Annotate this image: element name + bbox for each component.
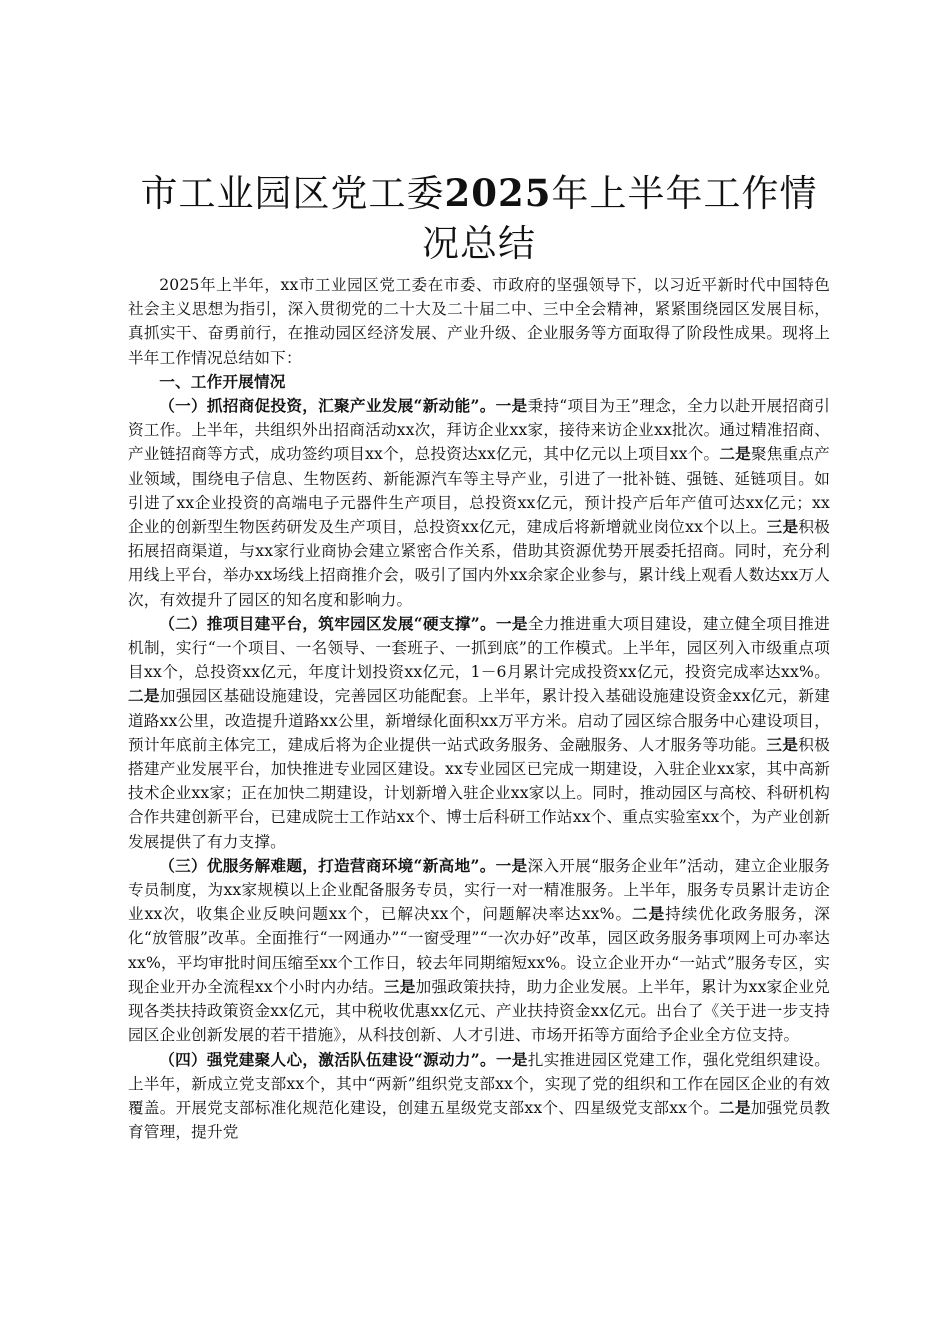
body-text: 扎实推进园区党建工作，强化党组织建设。上半年，新成立党支部xx个，其中“两新”组织党支部xx个，实现了党的组织和工作在园区企业的有效覆盖。开展党支部标准化规范化建设，创建五星级党支部xx个、四星级党支部xx个。	[128, 1050, 830, 1117]
section-heading: 一、工作开展情况	[159, 371, 286, 391]
lead-marker: 二是	[719, 1097, 751, 1117]
lead-marker: 三是	[383, 976, 416, 996]
lead-marker: 三是	[766, 734, 799, 754]
paragraph-projects	[128, 612, 830, 854]
subsection-heading: （三）优服务解难题，打造营商环境“新高地”。	[159, 855, 496, 875]
body-text: 秉持“项目为王”理念，全力以赴开展招商引资工作。上半年，共组织外出招商活动xx次，拜访企业xx家，接待来访企业xx批次。通过精准招商、产业链招商等方式，成功签约项目xx个，总投资达xx亿元，其中亿元以上项目xx个。	[128, 397, 830, 464]
lead-marker: 一是	[495, 396, 528, 416]
title-year: 2025	[444, 171, 552, 215]
document-title	[128, 168, 830, 269]
lead-marker: 一是	[495, 855, 528, 875]
lead-marker: 二是	[632, 904, 666, 924]
subsection-heading: （一）抓招商促投资，汇聚产业发展“新动能”。	[159, 396, 496, 416]
lead-marker: 二是	[719, 444, 751, 464]
lead-marker: 三是	[766, 517, 799, 537]
body-text: 加强党员教育管理，提升党	[128, 1098, 830, 1142]
subsection-heading: （二）推项目建平台，筑牢园区发展“硬支撑”。	[159, 613, 496, 633]
title-prefix: 市工业园区党工委	[140, 172, 445, 215]
lead-marker: 二是	[128, 686, 160, 706]
body-text: 积极拓展招商渠道，与xx家行业商协会建立紧密合作关系，借助其资源优势开展委托招商。同时，充分利用线上平台，举办xx场线上招商推介会，吸引了国内外xx余家企业参与，累计线上观看人数达xx万人次，有效提升了园区的知名度和影响力。	[128, 518, 831, 609]
body-text: 加强政策扶持，助力企业发展。上半年，累计为xx家企业兑现各类扶持政策资金xx亿元，其中税收优惠xx亿元、产业扶持资金xx亿元。出台了《关于进一步支持园区企业创新发展的若干措施》，从科技创新、人才引进、市场开拓等方面给予企业全方位支持。	[128, 977, 830, 1045]
subsection-heading: （四）强党建聚人心，激活队伍建设“源动力”。	[159, 1049, 496, 1069]
document-page	[128, 168, 830, 1144]
body-text: 全力推进重大项目建设，建立健全项目推进机制，实行“一个项目、一名领导、一套班子、一抓到底”的工作模式。上半年，园区列入市级重点项目xx个，总投资xx亿元，年度计划投资xx亿元，1－6月累计完成投资xx亿元，投资完成率达xx%。	[128, 614, 830, 682]
paragraph-investment	[128, 394, 830, 612]
lead-marker: 一是	[495, 613, 528, 633]
body-text: 聚焦重点产业领域，围绕电子信息、生物医药、新能源汽车等主导产业，引进了一批补链、强链、延链项目。如引进了xx企业投资的高端电子元器件生产项目，总投资xx亿元，预计投产后年产值可达xx亿元；xx企业的创新型生物医药研发及生产项目，总投资xx亿元，建成后将新增就业岗位xx个以上。	[128, 445, 830, 537]
title-suffix: 年上半年工作情况总结	[422, 172, 818, 265]
body-text: 积极搭建产业发展平台，加快推进专业园区建设。xx专业园区已完成一期建设，入驻企业xx家，其中高新技术企业xx家；正在加快二期建设，计划新增入驻企业xx家以上。同时，推动园区与高校、科研机构合作共建创新平台，已建成院士工作站xx个、博士后科研工作站xx个、重点实验室xx个，为产业创新发展提供了有力支撑。	[128, 735, 830, 851]
paragraph-services	[128, 854, 830, 1048]
paragraph-party-building	[128, 1048, 830, 1145]
body-text: 深入开展“服务企业年”活动，建立企业服务专员制度，为xx家规模以上企业配备服务专员，实行一对一精准服务。上半年，服务专员累计走访企业xx次，收集企业反映问题xx个，已解决xx个，问题解决率达xx%。	[128, 856, 830, 924]
intro-paragraph: 2025年上半年，xx市工业园区党工委在市委、市政府的坚强领导下，以习近平新时代中国特色社会主义思想为指引，深入贯彻党的二十大及二十届二中、三中全会精神，紧紧围绕园区发展目标，真抓实干、奋勇前行，在推动园区经济发展、产业升级、企业服务等方面取得了阶段性成果。现将上半年工作情况总结如下：	[128, 276, 830, 367]
body-text: 加强园区基础设施建设，完善园区功能配套。上半年，累计投入基础设施建设资金xx亿元，新建道路xx公里，改造提升道路xx公里，新增绿化面积xx万平方米。启动了园区综合服务中心建设项目，预计年底前主体完工，建成后将为企业提供一站式政务服务、金融服务、人才服务等功能。	[128, 687, 830, 754]
body-text: 持续优化政务服务，深化“放管服”改革。全面推行“一网通办”“一窗受理”“一次办好”改革，园区政务服务事项网上可办率达xx%，平均审批时间压缩至xx个工作日，较去年同期缩短xx%。设立企业开办“一站式”服务专区，实现企业开办全流程xx个小时内办结。	[128, 905, 830, 996]
lead-marker: 一是	[495, 1049, 528, 1069]
